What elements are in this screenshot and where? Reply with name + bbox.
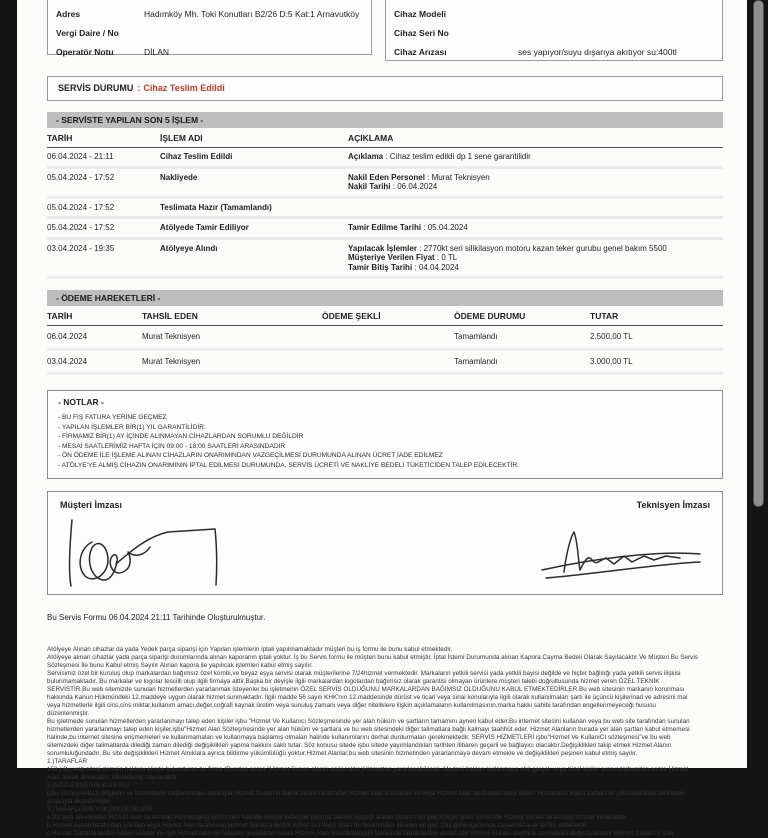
- operation-row: [47, 148, 723, 168]
- operation-row: [47, 197, 723, 218]
- technician-signature-label: Teknisyen İmzası: [636, 500, 710, 510]
- info-label: Cihaz Modeli: [394, 8, 446, 19]
- operations-table: [47, 128, 723, 279]
- note-line: - MESAİ SAATLERİMİZ HAFTA İÇİN 09:00 - 18:00 SAATLERİ ARASINDADIR: [58, 442, 286, 450]
- service-status-label: SERVİS DURUMU: [58, 83, 134, 93]
- info-value: Hadımköy Mh. Toki Konutları B2/26 D:5 Kat:1 Arnavutköy: [144, 8, 360, 19]
- operation-detail-line: Müşteriye Verilen Fiyat : 0 TL: [348, 253, 458, 262]
- signature-section: [47, 491, 723, 595]
- legal-line: a.Bu web adresinden Hizmet Alan tarafından Hizmet talep edilmmesi halinde mücbir sebepler dışında talebin ulaştığı andan itibaren en geç 3(üç)iş günü içerisinde Hizmet Sunan tarafından hizmet verilecektir.: [47, 814, 629, 821]
- legal-line: Sözleşmesi İle bunu Kabul etmiş Sayılır Alınan kapora ile yapılıcak işlemleri kabul etmiş sayılır.: [47, 662, 313, 669]
- operation-description: [348, 218, 723, 239]
- operations-section-header: - SERVİSTE YAPILAN SON 5 İŞLEM -: [47, 112, 723, 128]
- operation-description: [348, 148, 723, 168]
- operation-description: [348, 238, 723, 278]
- legal-line: veya hizmetlerle ilgili cins,cins miktar,kullanım amacı,değer,coğrafi kaynak üretim veya sunuluş zamanı veya diğer niteliklere ilişkin açıklamaların kullanılmasının,marka hakkı sahibi tarafından engellenmeyeceği hususu: [47, 702, 656, 709]
- legal-line: düzenlenmiştir.: [47, 710, 90, 717]
- payment-status: Tamamlandı: [454, 349, 590, 374]
- legal-line: Atölyeye alınan cihazlar yada parça siparişi durumlarında alınan kaporanın iptali yoktur. İş bu Servis formu ile müşteri bunu kabul etmiştir. İptal İstemi Durumunda alınan Kapora Cayma Bedeli Olarak Sayılacaktır Ve Müşteri Bu Servis: [47, 654, 698, 661]
- customer-signature-label: Müşteri İmzası: [60, 500, 123, 510]
- operation-date: 05.04.2024 - 17:52: [47, 197, 160, 218]
- legal-line: sitemizdeki diğer talimatlarda dilediği zaman dilediği değişiklikleri yapma hakkını saklı tutar. Söz konusu sitede işbu sitede yayımlandıkları tarihten itibaren geçerli ve bağlayıcı olacaktır.Değişiklikleri takip etmek Hizmet Alanın: [47, 742, 672, 749]
- detail-label: Müşteriye Verilen Fiyat: [348, 253, 435, 262]
- payment-status: Tamamlandı: [454, 326, 590, 350]
- legal-line: Bu işletmede sunulan hizmetlerden yararlanmayı talep eden kişiler işbu "Hizmet Ve Kullanıcı Sözleşmesinde yer alan hüküm ve şartların tamamını aynen kabul eder.Bu internet sitesini kullanan veya bu web site tarafından sunulan: [47, 718, 690, 725]
- operations-table-header-row: [47, 128, 723, 148]
- legal-line: 152.) Bu web sitesi domain hakkını elinde bulunduran bu firma (Bundan sonra "Hizmet Sunan olarak anılacaktır.)Hizmetten yararlanabilecek ,Medeni hakları kullanmaya ehil gerçek veya tüzel kişiler arasında(bundan sonra Hizmet: [47, 766, 689, 773]
- payments-table-header-row: [47, 306, 723, 326]
- detail-label: Yapılacak İşlemler: [348, 243, 417, 253]
- top-info-section: [47, 0, 723, 61]
- operation-row: [47, 218, 723, 239]
- notes-box: [47, 390, 723, 479]
- operation-detail-line: Nakil Tarihi : 06.04.2024: [348, 182, 438, 191]
- legal-line: sorumluluğundadır. Bu site değişiklikleri Hizmet Alnıklara ayrıca bildirme yükümlülüğü yoktur.Hizmet Alanlar,bu web sitesinin hizmetinden yararlanmaya devam etmekle ve değişiklikleri peşinen kabul etmiş sayılır.: [47, 750, 638, 757]
- payment-method: [322, 326, 454, 350]
- device-info-row: [394, 42, 714, 61]
- legal-line: Atölyeye Alınan cihazlar da yada Yedek parça siparişi için Yapılan işlemlerin iptali yapılmamaktadır müşteri bu iş formu ile bunu kabul etmektedir.: [47, 646, 453, 653]
- payments-column-header: ÖDEME DURUMU: [454, 306, 590, 326]
- customer-info-row: [56, 42, 363, 61]
- note-line: - BU FİŞ FATURA YERİNE GEÇMEZ: [58, 414, 167, 421]
- operation-date: 06.04.2024 - 21:11: [47, 148, 160, 168]
- legal-line: işbu sözleşmeBazı bilgilerin ve hizmetlerin sağlanmması amacıyla Hizmet Sunan'ın teknik servis tarafından Hizmet Alan'a sunulan ve/veya Hizmet Alan tarafından talep edilen Hizmetlere ilişkin şartları ve yükümlülükleri belirtmek: [47, 790, 685, 797]
- legal-line: b.Hizmet sunan tarafından sökülen veya Hizmet Alan tarafından Hizmet Sunan'a teslim edilen ürünlerin onarı mı tesliminden itibaren en geç 20iş günü içerisinde tamamlanarak teslim edilecektir.: [47, 822, 589, 829]
- operations-column-header: İŞLEM ADI: [160, 128, 348, 148]
- payments-column-header: TARİH: [47, 306, 142, 326]
- operations-column-header: AÇIKLAMA: [348, 128, 723, 148]
- legal-line: Servisimiz özel bir kuruluş olup markalardan bağımsız özel kombi,ve beyaz eşya servisi olarak müşterilerine 7/24hizmet vermektedir. Markaların yetkili servisi yada yetkili bayisi değilde ve hiçbir bağlılığı yada yetkili servis ilişkisi: [47, 670, 681, 677]
- info-value: ses yapıyor/suyu dışarıya akıtıyor su:400tl: [518, 46, 677, 57]
- operation-name: Atölyede Tamir Ediliyor: [160, 218, 348, 239]
- service-form-document: [17, 0, 747, 837]
- legal-line: SERVİSTİR.Bu web sitemizde sunulan hizmetlerden yararlanmak isteyenler bu işletmenin ÖZEL SERVİS OLDUĞUNU MARKALARDAN BAĞIMSIZ OLDUĞUNU KABUL ETMEKTEDİRLER.Bu web sitesinin markanın korunması: [47, 686, 685, 693]
- detail-label: Açıklama: [348, 152, 384, 161]
- payment-collector: Murat Teknisyen: [142, 326, 322, 350]
- operation-date: 05.04.2024 - 17:52: [47, 218, 160, 239]
- payments-section-header: - ÖDEME HAREKETLERİ -: [47, 290, 723, 306]
- info-label: Cihaz Arızası: [394, 46, 447, 57]
- payment-row: [47, 349, 723, 374]
- note-line: - YAPILAN İŞLEMLER BİR(1) YIL GARANTİLİDİR.: [58, 423, 206, 431]
- service-status-separator: :: [137, 83, 141, 93]
- operation-detail-line: Tamir Edilme Tarihi : 05.04.2024: [348, 223, 468, 232]
- payment-amount: 2.500,00 TL: [590, 326, 723, 350]
- operation-detail-line: Açıklama : Cihaz teslim edildi dp 1 sene garantilidir: [348, 152, 531, 161]
- payments-column-header: TUTAR: [590, 306, 723, 326]
- operation-date: 05.04.2024 - 17:52: [47, 167, 160, 197]
- detail-label: Nakil Tarihi: [348, 182, 391, 191]
- customer-signature: [58, 514, 243, 592]
- operation-row: [47, 238, 723, 278]
- device-info-row: [394, 23, 714, 42]
- legal-line: Alan olarak anılacaktır.)akdedilmiş sayılacaktır.: [47, 774, 179, 781]
- operation-name: Nakliyede: [160, 167, 348, 197]
- customer-info-row: [56, 23, 363, 42]
- operation-description: [348, 197, 723, 218]
- payments-table: [47, 306, 723, 375]
- info-label: Vergi Daire / No: [56, 27, 119, 38]
- service-status-value: Cihaz Teslim Edildi: [143, 83, 225, 93]
- operation-date: 03.04.2024 - 19:35: [47, 238, 160, 278]
- info-label: Adres: [56, 8, 81, 19]
- detail-label: Tamir Bitiş Tarihi: [348, 262, 413, 272]
- payment-collector: Murat Teknisyen: [142, 349, 322, 374]
- device-info-box: [385, 0, 723, 61]
- detail-label: Nakil Eden Personel: [348, 172, 425, 182]
- notes-lines: [58, 413, 712, 470]
- payment-date: 03.04.2024: [47, 349, 142, 374]
- legal-line: amacıyla akdedilmiştir.: [47, 798, 111, 805]
- operation-row: [47, 167, 723, 197]
- notes-title: - NOTLAR -: [58, 397, 104, 407]
- payment-row: [47, 326, 723, 350]
- operation-detail-line: Yapılacak İşlemler : 2770kt seri silikilasyon motoru kazan teker gurubu genel bakım 5500: [348, 243, 667, 253]
- legal-line: 1.)TARAFLAR: [47, 758, 88, 765]
- info-value: DİLAN: [144, 46, 170, 57]
- device-info-row: [394, 4, 714, 23]
- form-created-text: Bu Servis Formu 06.04.2024 21:11 Tarihinde Oluşturulmuştur.: [47, 613, 266, 622]
- technician-signature: [536, 526, 708, 584]
- legal-line: halinde,bu internet sitesine erişmemeleri ve kullanmamaları ve kullanmaya başlamış olmaları halinde kullanımlarını derhal durdurmaları gerekmektedir. SERVİS HİZMETLERİ işbu"Hizmet Ve KullanıCI sözleşmesi"ve bu web: [47, 734, 671, 741]
- operation-detail-line: Tamir Bitiş Tarihi : 04.04.2024: [348, 262, 459, 272]
- operation-name: Cihaz Teslim Edildi: [160, 148, 348, 168]
- customer-info-row: [56, 4, 363, 23]
- document-content: [17, 0, 747, 838]
- note-line: - ÖN ÖDEME İLE İŞLEME ALINAN CİHAZLARIN ONARIMINDAN VAZGEÇİLMESİ DURUMUNDA ALINAN ÜCRET İADE EDİLMEZ: [58, 452, 443, 459]
- legal-line: bulunmamaktadır. Bu markalar ve logolar tescilli olup ilgili firmaya aittir.Başka bir deyişle ilgili markalardan logolardan bağımsız olarak garantisi olmayan ürünlere müşteri talebi doğrultusunda hizmet veren ÖZEL TEKNİK: [47, 678, 660, 685]
- legal-line: hizmetlerden yararlanmayı talep eden kişiler,işbu"Hizmet Alan Sözleşmesinde yer alan hüküm ve şartlara ve bu web sitesindeki diğer talimatlara bağlı kalmayı taahhüt eder. Hizmet Alanların burada yer alan şartları kabul etmemesi: [47, 726, 690, 733]
- legal-line: hakkında Kanun Hükmündeki 12.maddeye uygun olarak hizmet sunmaktadır. İlgili madde 56 sayılı KHK'nın 12.maddesinde dürüst ve ticari veya sınai konularıyla ilgili olarak kullanılmaları şartı ile üçüncü kişilerinad ve adresini mal: [47, 694, 688, 701]
- payment-method: [322, 349, 454, 374]
- payment-date: 06.04.2024: [47, 326, 142, 350]
- legal-text-block: [47, 646, 723, 838]
- payments-column-header: TAHSİL EDEN: [142, 306, 322, 326]
- payments-table-body: [47, 326, 723, 374]
- operation-detail-line: Nakil Eden Personel : Murat Teknisyen: [348, 172, 490, 182]
- payment-amount: 3.000,00 TL: [590, 349, 723, 374]
- payments-column-header: ÖDEME ŞEKLİ: [322, 306, 454, 326]
- scrollbar-track[interactable]: [747, 0, 768, 768]
- operations-column-header: TARİH: [47, 128, 160, 148]
- legal-line: c.Hizmet Sunan'a teslim edilen ürünler ile ilgili Hizmet Alan ile iletişime geçildikten sonra Hizmet Alan 90(doksan)gün içerisinde ürünü teslim almaz. ise Hizmet SUnan aleyhine sorumluluk doğmayacaktır Hizmet Sunan'ın işbu: [47, 830, 674, 837]
- operation-description: [348, 167, 723, 197]
- detail-label: Tamir Edilme Tarihi: [348, 223, 422, 232]
- note-line: - ATÖLYE'YE ALMIŞ CİHAZIN ONARIMININ İPTAL EDİLMESİ DURUMUNDA, SERVİS ÜCRETİ VE NAKLİYE BEDELİ TÜKETİCİDEN TALEP EDİLECEKTİR.: [58, 461, 519, 469]
- legal-line: 3.)TARAFLARIN YÜKÜMLÜLÜKLERİ: [47, 806, 153, 813]
- service-status-box: [47, 76, 723, 101]
- info-label: Cihaz Seri No: [394, 27, 449, 38]
- operation-name: Atölyeye Alındı: [160, 238, 348, 278]
- scrollbar-thumb[interactable]: [753, 0, 764, 507]
- customer-info-box: [47, 0, 372, 55]
- info-label: Operatör Notu: [56, 46, 114, 57]
- legal-line: 2.)SÖZLEŞMENİN KONUSU: [47, 782, 129, 789]
- note-line: - FİRMAMIZ BİR(1) AY İÇİNDE ALINMAYAN CİHAZLARDAN SORUMLU DEĞİLDİR: [58, 433, 304, 440]
- operation-name: Teslimata Hazır (Tamamlandı): [160, 197, 348, 218]
- operations-table-body: [47, 148, 723, 278]
